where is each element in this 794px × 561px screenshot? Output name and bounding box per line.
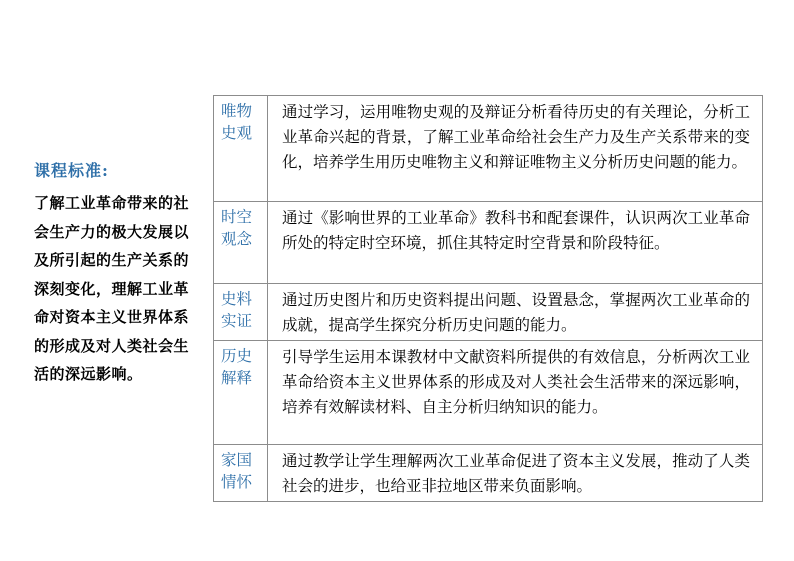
competency-description: 通过教学让学生理解两次工业革命促进了资本主义发展，推动了人类社会的进步，也给亚非拉地区带来负面影响。: [268, 445, 763, 502]
competency-description: 通过学习，运用唯物史观的及辩证分析看待历史的有关理论，分析工业革命兴起的背景，了解工业革命给社会生产力及生产关系带来的变化，培养学生用历史唯物主义和辩证唯物主义分析历史问题的能力。: [268, 96, 763, 202]
table-row: [214, 96, 763, 202]
curriculum-standard-panel: [34, 157, 202, 389]
table-row: [214, 202, 763, 284]
curriculum-standard-text: 了解工业革命带来的社会生产力的极大发展以及所引起的生产关系的深刻变化，理解工业革命对资本主义世界体系的形成及对人类社会生活的深远影响。: [34, 194, 190, 383]
competency-label: 历史解释: [214, 341, 268, 445]
competency-description: 通过历史图片和历史资料提出问题、设置悬念，掌握两次工业革命的成就，提高学生探究分析历史问题的能力。: [268, 284, 763, 341]
curriculum-standard-title: 课程标准:: [34, 161, 109, 180]
table-row: [214, 341, 763, 445]
competency-label: 家国情怀: [214, 445, 268, 502]
table-row: [214, 445, 763, 502]
competency-label: 唯物史观: [214, 96, 268, 202]
competency-label: 史料实证: [214, 284, 268, 341]
core-competency-table: [213, 95, 763, 502]
table-row: [214, 284, 763, 341]
competency-description: 引导学生运用本课教材中文献资料所提供的有效信息，分析两次工业革命给资本主义世界体系的形成及对人类社会生活带来的深远影响，培养有效解读材料、自主分析归纳知识的能力。: [268, 341, 763, 445]
competency-label: 时空观念: [214, 202, 268, 284]
competency-description: 通过《影响世界的工业革命》教科书和配套课件，认识两次工业革命所处的特定时空环境，抓住其特定时空背景和阶段特征。: [268, 202, 763, 284]
